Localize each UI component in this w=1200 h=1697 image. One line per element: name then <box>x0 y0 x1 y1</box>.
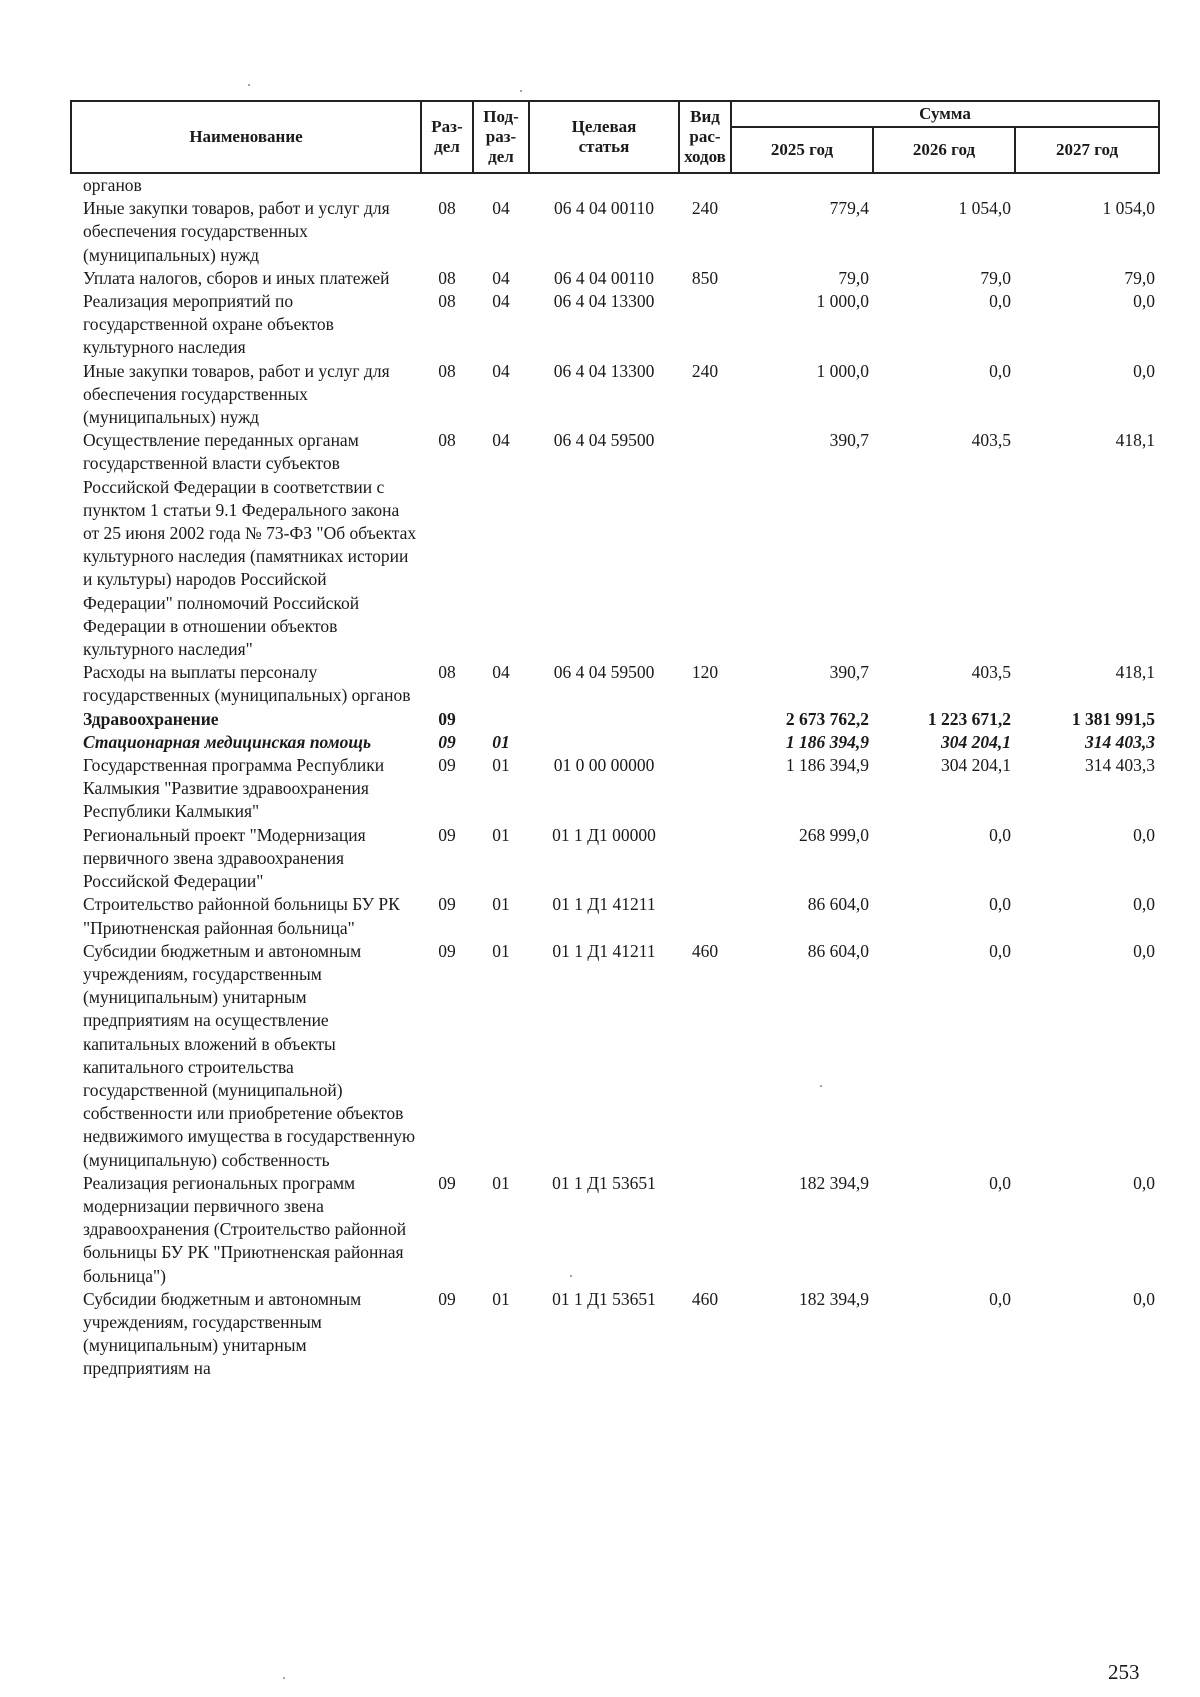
row-expense-type <box>679 893 731 939</box>
row-sum-2025: 390,7 <box>829 662 869 683</box>
row-podrazdel: 04 <box>492 291 510 312</box>
table-row <box>71 893 1159 939</box>
header-year-2027: 2027 год <box>1015 127 1159 173</box>
scan-speck <box>248 84 250 86</box>
row-target-article: 06 4 04 59500 <box>553 430 655 451</box>
table-row <box>71 708 1159 731</box>
row-sum-2027: 0,0 <box>1133 360 1156 381</box>
scan-speck <box>520 90 522 92</box>
row-target-article <box>529 173 679 197</box>
row-sum-2027: 0,0 <box>1133 940 1156 961</box>
row-name: Субсидии бюджетным и автономным учреждениям, государственным (муниципальным) унитарным предприятиям на <box>83 1288 362 1379</box>
row-razdel: 09 <box>438 894 456 915</box>
table-row <box>71 940 1159 1172</box>
row-sum-2025: 268 999,0 <box>799 824 869 845</box>
row-razdel: 08 <box>438 267 456 288</box>
row-razdel: 09 <box>438 708 456 729</box>
row-sum-2027: 0,0 <box>1133 824 1156 845</box>
row-name: Иные закупки товаров, работ и услуг для обеспечения государственных (муниципальных) нужд <box>83 198 390 265</box>
row-sum-2026: 0,0 <box>989 1172 1011 1193</box>
row-podrazdel: 01 <box>492 940 510 961</box>
table-row <box>71 429 1159 661</box>
header-target-article: Целевая статья <box>529 101 679 173</box>
budget-table <box>70 100 1160 1381</box>
row-sum-2027 <box>1015 173 1159 197</box>
row-sum-2026: 403,5 <box>971 430 1011 451</box>
row-sum-2027: 1 054,0 <box>1102 198 1156 219</box>
row-podrazdel: 01 <box>492 894 510 915</box>
row-sum-2027: 314 403,3 <box>1085 755 1156 776</box>
row-razdel: 08 <box>438 430 456 451</box>
row-target-article: 06 4 04 59500 <box>553 662 655 683</box>
row-sum-2025: 182 394,9 <box>799 1288 869 1309</box>
row-podrazdel: 01 <box>492 1288 510 1309</box>
table-row <box>71 731 1159 754</box>
scan-speck <box>820 1085 822 1087</box>
row-name: Стационарная медицинская помощь <box>83 731 371 752</box>
row-target-article: 01 1 Д1 00000 <box>552 824 656 845</box>
row-expense-type <box>679 824 731 894</box>
row-podrazdel <box>473 173 529 197</box>
page-number: 253 <box>1108 1660 1140 1684</box>
row-podrazdel: 04 <box>492 360 510 381</box>
row-sum-2026: 0,0 <box>989 291 1011 312</box>
row-sum-2025 <box>731 173 873 197</box>
row-podrazdel: 01 <box>492 755 510 776</box>
row-name: Уплата налогов, сборов и иных платежей <box>83 267 390 288</box>
row-target-article <box>529 708 679 731</box>
header-razdel: Раз- дел <box>421 101 473 173</box>
row-sum-2025: 182 394,9 <box>799 1172 869 1193</box>
row-expense-type: 240 <box>691 198 719 219</box>
row-name: Осуществление переданных органам государственной власти субъектов Российской Федерации в соответствии с пунктом 1 статьи 9.1 Федерального закона от 25 июня 2002 года № 73-ФЗ "Об объектах культурного наследия (памятниках истории и культуры) народов Российской Федерации" полномочий Российской Федерации в отношении объектов культурного наследия" <box>83 430 417 660</box>
row-name: Государственная программа Республики Калмыкия "Развитие здравоохранения Республики Калмыкия" <box>83 755 385 822</box>
row-sum-2026: 79,0 <box>980 267 1011 288</box>
scan-speck <box>570 1275 572 1277</box>
table-row <box>71 754 1159 824</box>
row-sum-2026: 1 223 671,2 <box>927 708 1011 729</box>
row-razdel: 08 <box>438 198 456 219</box>
table-row <box>71 661 1159 707</box>
row-name: Реализация мероприятий по государственной охране объектов культурного наследия <box>83 291 334 358</box>
row-expense-type <box>679 754 731 824</box>
document-page <box>70 100 1158 1381</box>
table-row <box>71 1288 1159 1381</box>
row-sum-2026: 304 204,1 <box>941 755 1011 776</box>
row-expense-type: 460 <box>691 1288 719 1309</box>
row-sum-2025: 1 186 394,9 <box>785 731 869 752</box>
row-sum-2027: 79,0 <box>1124 267 1156 288</box>
table-row <box>71 824 1159 894</box>
row-expense-type <box>679 429 731 661</box>
row-podrazdel: 04 <box>492 662 510 683</box>
table-row <box>71 173 1159 197</box>
row-target-article: 01 1 Д1 53651 <box>552 1288 656 1309</box>
row-sum-2027: 1 381 991,5 <box>1071 708 1156 729</box>
table-row <box>71 267 1159 290</box>
row-target-article: 01 1 Д1 41211 <box>552 894 656 915</box>
row-podrazdel: 01 <box>492 824 510 845</box>
row-razdel: 08 <box>438 662 456 683</box>
row-sum-2027: 418,1 <box>1115 662 1156 683</box>
row-sum-2025: 390,7 <box>829 430 869 451</box>
row-name: Региональный проект "Модернизация первичного звена здравоохранения Российской Федерации" <box>83 824 366 892</box>
row-razdel <box>421 173 473 197</box>
row-name: Здравоохранение <box>83 708 219 729</box>
row-razdel: 09 <box>438 824 456 845</box>
row-sum-2025: 86 604,0 <box>807 894 869 915</box>
row-razdel: 09 <box>438 755 456 776</box>
row-sum-2025: 779,4 <box>829 198 869 219</box>
row-sum-2027: 0,0 <box>1133 291 1156 312</box>
row-name: Иные закупки товаров, работ и услуг для обеспечения государственных (муниципальных) нужд <box>83 360 390 428</box>
row-sum-2026: 304 204,1 <box>941 731 1011 752</box>
row-sum-2026: 0,0 <box>989 894 1011 915</box>
row-target-article: 01 0 00 00000 <box>553 755 655 776</box>
table-row <box>71 290 1159 360</box>
table-row <box>71 360 1159 430</box>
scan-speck <box>283 1677 285 1679</box>
row-razdel: 09 <box>438 1172 456 1193</box>
row-sum-2026: 0,0 <box>989 360 1011 381</box>
row-expense-type <box>679 708 731 731</box>
row-razdel: 08 <box>438 291 456 312</box>
row-expense-type: 120 <box>691 662 719 683</box>
row-sum-2026: 0,0 <box>989 940 1011 961</box>
row-podrazdel: 04 <box>492 430 510 451</box>
row-expense-type <box>679 290 731 360</box>
table-body <box>71 173 1159 1381</box>
row-sum-2026: 0,0 <box>989 1288 1011 1309</box>
row-expense-type <box>679 731 731 754</box>
row-razdel: 09 <box>438 731 456 752</box>
row-sum-2026: 1 054,0 <box>958 198 1011 219</box>
row-sum-2025: 1 000,0 <box>816 291 869 312</box>
header-year-2026: 2026 год <box>873 127 1015 173</box>
row-target-article: 01 1 Д1 53651 <box>552 1172 656 1193</box>
row-expense-type: 850 <box>691 267 719 288</box>
row-expense-type: 240 <box>691 360 719 381</box>
row-razdel: 08 <box>438 360 456 381</box>
row-sum-2026: 0,0 <box>989 824 1011 845</box>
row-razdel: 09 <box>438 1288 456 1309</box>
row-podrazdel: 01 <box>492 1172 510 1193</box>
row-name: органов <box>83 175 142 195</box>
row-sum-2026 <box>873 173 1015 197</box>
row-expense-type <box>679 1172 731 1288</box>
row-sum-2025: 2 673 762,2 <box>785 708 869 729</box>
row-name: Субсидии бюджетным и автономным учреждениям, государственным (муниципальным) унитарным предприятиям на осуществление капитальных вложений в объекты капитального строительства государственной (муниципальной) собственности или приобретение объектов недвижимого имущества в государственную (муниципальную) собственность <box>83 940 416 1170</box>
row-name: Реализация региональных программ модернизации первичного звена здравоохранения (Строительство районной больницы БУ РК "Приютненская районная больница") <box>83 1172 407 1286</box>
row-podrazdel: 04 <box>492 198 510 219</box>
table-row <box>71 1172 1159 1288</box>
row-podrazdel: 04 <box>492 267 510 288</box>
row-target-article: 06 4 04 00110 <box>554 198 654 219</box>
row-expense-type: 460 <box>691 940 719 961</box>
header-sum: Сумма <box>731 101 1159 127</box>
header-year-2025: 2025 год <box>731 127 873 173</box>
row-sum-2025: 1 186 394,9 <box>785 755 869 776</box>
row-name: Строительство районной больницы БУ РК "Приютненская районная больница" <box>83 894 400 938</box>
row-podrazdel: 01 <box>492 731 510 752</box>
row-target-article: 06 4 04 13300 <box>553 291 655 312</box>
row-sum-2027: 314 403,3 <box>1085 731 1156 752</box>
row-sum-2025: 79,0 <box>838 267 869 288</box>
row-sum-2026: 403,5 <box>971 662 1011 683</box>
row-podrazdel <box>473 708 529 731</box>
row-target-article: 06 4 04 13300 <box>553 360 655 381</box>
row-sum-2027: 418,1 <box>1115 430 1156 451</box>
row-expense-type <box>679 173 731 197</box>
header-podrazdel: Под- раз- дел <box>473 101 529 173</box>
row-sum-2025: 86 604,0 <box>807 940 869 961</box>
table-row <box>71 197 1159 267</box>
row-target-article: 01 1 Д1 41211 <box>552 940 656 961</box>
row-razdel: 09 <box>438 940 456 961</box>
row-name: Расходы на выплаты персоналу государственных (муниципальных) органов <box>83 662 411 706</box>
header-name: Наименование <box>71 101 421 173</box>
header-expense-type: Вид рас- ходов <box>679 101 731 173</box>
row-target-article: 06 4 04 00110 <box>554 267 654 288</box>
row-sum-2027: 0,0 <box>1133 1288 1156 1309</box>
row-sum-2025: 1 000,0 <box>816 360 869 381</box>
row-sum-2027: 0,0 <box>1133 894 1156 915</box>
row-target-article <box>529 731 679 754</box>
row-sum-2027: 0,0 <box>1133 1172 1156 1193</box>
